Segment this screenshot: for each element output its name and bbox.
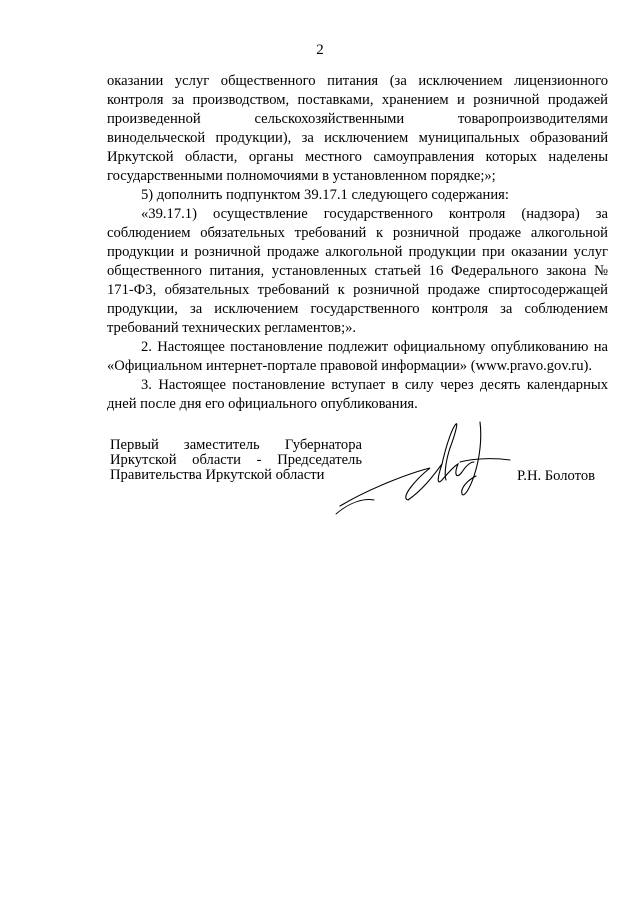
document-body [107,72,608,414]
signatory-position-line: Первый заместитель Губернатора [110,437,362,453]
paragraph-amendment-5: 5) дополнить подпунктом 39.17.1 следующего содержания: [141,187,509,203]
handwritten-signature [330,418,520,518]
page-number: 2 [316,42,324,58]
paragraph-publication: 2. Настоящее постановление подлежит официальному опубликованию на «Официальном интернет-портале правовой информации» (www.pravo.gov.ru). [107,339,608,374]
signer-name: Р.Н. Болотов [517,468,596,484]
paragraph-continuation: оказании услуг общественного питания (за исключением лицензионного контроля за производством, поставками, хранением и розничной продажей произведенной сельскохозяйственными товаропроизводителями винодельческой продукции), за исключением муниципальных образований Иркутской области, органы местного самоуправления которых наделены государственными полномочиями в установленном порядке;»; [107,73,608,184]
paragraph-subclause-39-17-1: «39.17.1) осуществление государственного контроля (надзора) за соблюдением обязательных требований к розничной продаже алкогольной продукции и розничной продаже алкогольной продукции при оказании услуг общественного питания, установленных статьей 16 Федерального закона № 171-ФЗ, обязательных требований к розничной продаже спиртосодержащей продукции, за исключением государственного контроля за соблюдением требований технических регламентов;». [107,206,608,336]
signatory-position-line: Правительства Иркутской области [110,467,325,483]
paragraph-entry-into-force: 3. Настоящее постановление вступает в силу через десять календарных дней после дня его официального опубликования. [107,377,608,412]
signatory-position-line: Иркутской области - Председатель [110,452,362,468]
signatory-position [110,438,362,483]
